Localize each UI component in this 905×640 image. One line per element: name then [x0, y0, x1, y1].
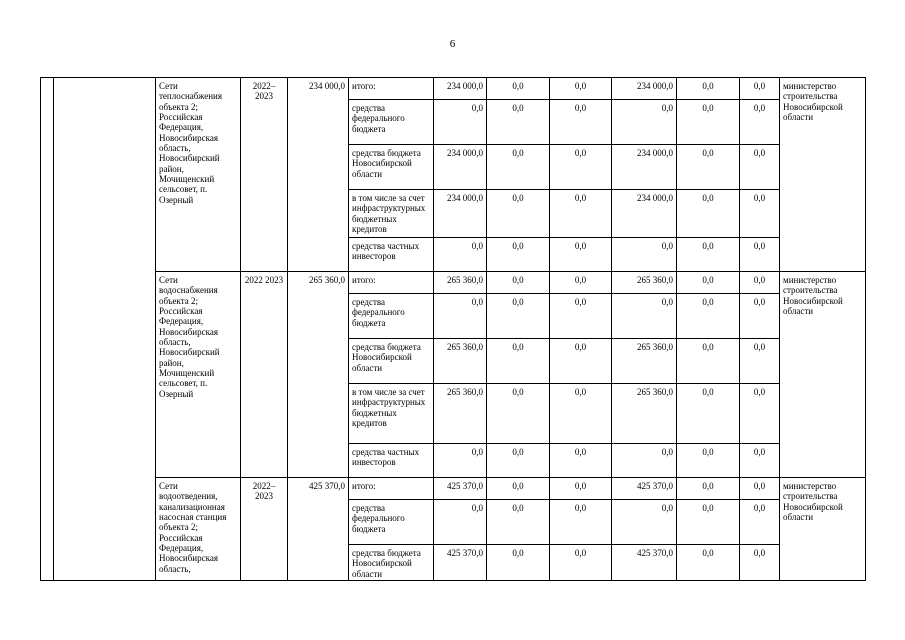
value-col-4: 234 000,0	[612, 190, 677, 238]
value-col-4: 234 000,0	[612, 145, 677, 190]
value-col-2: 0,0	[487, 444, 550, 478]
value-col-5: 0,0	[677, 294, 740, 339]
value-col-5: 0,0	[677, 444, 740, 478]
value-col-6: 0,0	[740, 294, 780, 339]
value-col-5: 0,0	[677, 339, 740, 384]
value-total: 0,0	[434, 238, 487, 272]
object-executor: министерство строительства Новосибирской области	[780, 272, 866, 478]
table-row	[41, 478, 866, 500]
value-total: 265 360,0	[434, 339, 487, 384]
funding-source-label: средства федерального бюджета	[349, 100, 434, 145]
object-cost: 234 000,0	[288, 78, 349, 272]
object-cost: 425 370,0	[288, 478, 349, 581]
value-col-3: 0,0	[550, 190, 612, 238]
object-executor: министерство строительства Новосибирской области	[780, 78, 866, 272]
value-col-3: 0,0	[550, 384, 612, 444]
object-years: 2022–2023	[241, 478, 288, 581]
value-col-3: 0,0	[550, 444, 612, 478]
value-col-3: 0,0	[550, 100, 612, 145]
value-col-4: 425 370,0	[612, 545, 677, 581]
value-col-6: 0,0	[740, 500, 780, 545]
value-col-4: 0,0	[612, 100, 677, 145]
investment-table	[40, 77, 866, 581]
object-cost: 265 360,0	[288, 272, 349, 478]
object-name: Сети водоотведения, канализационная насосная станция объекта 2; Российская Федерация, Новосибирская область,	[156, 478, 241, 581]
table-row	[41, 272, 866, 294]
object-years: 2022–2023	[241, 78, 288, 272]
funding-source-label: средства бюджета Новосибирской области	[349, 339, 434, 384]
value-col-5: 0,0	[677, 500, 740, 545]
value-col-5: 0,0	[677, 238, 740, 272]
funding-source-label: средства федерального бюджета	[349, 294, 434, 339]
value-col-3: 0,0	[550, 145, 612, 190]
funding-source-label: итого:	[349, 272, 434, 294]
value-total: 0,0	[434, 100, 487, 145]
value-col-3: 0,0	[550, 545, 612, 581]
value-col-2: 0,0	[487, 272, 550, 294]
value-col-4: 265 360,0	[612, 339, 677, 384]
value-col-3: 0,0	[550, 238, 612, 272]
empty-col-a	[41, 78, 54, 581]
value-total: 265 360,0	[434, 272, 487, 294]
value-col-4: 0,0	[612, 238, 677, 272]
value-total: 425 370,0	[434, 545, 487, 581]
value-total: 0,0	[434, 294, 487, 339]
funding-source-label: средства бюджета Новосибирской области	[349, 545, 434, 581]
value-total: 0,0	[434, 444, 487, 478]
value-col-6: 0,0	[740, 444, 780, 478]
value-col-3: 0,0	[550, 294, 612, 339]
value-col-2: 0,0	[487, 500, 550, 545]
object-executor: министерство строительства Новосибирской области	[780, 478, 866, 581]
value-col-6: 0,0	[740, 78, 780, 100]
value-total: 0,0	[434, 500, 487, 545]
value-col-4: 234 000,0	[612, 78, 677, 100]
value-col-3: 0,0	[550, 339, 612, 384]
value-col-2: 0,0	[487, 339, 550, 384]
value-col-2: 0,0	[487, 78, 550, 100]
value-col-4: 425 370,0	[612, 478, 677, 500]
value-col-5: 0,0	[677, 545, 740, 581]
table-row	[41, 78, 866, 100]
value-col-5: 0,0	[677, 384, 740, 444]
value-col-6: 0,0	[740, 384, 780, 444]
value-col-3: 0,0	[550, 478, 612, 500]
value-col-2: 0,0	[487, 190, 550, 238]
value-col-5: 0,0	[677, 100, 740, 145]
value-col-6: 0,0	[740, 545, 780, 581]
value-col-5: 0,0	[677, 190, 740, 238]
funding-source-label: средства бюджета Новосибирской области	[349, 145, 434, 190]
object-years: 2022 2023	[241, 272, 288, 478]
funding-source-label: итого:	[349, 478, 434, 500]
value-col-2: 0,0	[487, 384, 550, 444]
value-col-2: 0,0	[487, 238, 550, 272]
value-col-2: 0,0	[487, 294, 550, 339]
object-name: Сети водоснабжения объекта 2; Российская Федерация, Новосибирская область, Новосибирский район, Мочищенский сельсовет, п. Озерный	[156, 272, 241, 478]
value-col-5: 0,0	[677, 478, 740, 500]
value-col-6: 0,0	[740, 339, 780, 384]
value-col-6: 0,0	[740, 272, 780, 294]
object-name: Сети теплоснабжения объекта 2; Российская Федерация, Новосибирская область, Новосибирский район, Мочищенский сельсовет, п. Озерный	[156, 78, 241, 272]
empty-col-b	[54, 78, 156, 581]
value-total: 234 000,0	[434, 190, 487, 238]
value-col-6: 0,0	[740, 478, 780, 500]
value-col-3: 0,0	[550, 78, 612, 100]
value-total: 234 000,0	[434, 145, 487, 190]
value-col-2: 0,0	[487, 545, 550, 581]
funding-source-label: итого:	[349, 78, 434, 100]
value-col-6: 0,0	[740, 238, 780, 272]
value-col-4: 265 360,0	[612, 272, 677, 294]
funding-source-label: в том числе за счет инфраструктурных бюджетных кредитов	[349, 190, 434, 238]
value-col-5: 0,0	[677, 272, 740, 294]
value-total: 425 370,0	[434, 478, 487, 500]
value-col-5: 0,0	[677, 145, 740, 190]
value-total: 265 360,0	[434, 384, 487, 444]
value-col-2: 0,0	[487, 145, 550, 190]
value-col-4: 0,0	[612, 444, 677, 478]
value-col-6: 0,0	[740, 100, 780, 145]
funding-source-label: в том числе за счет инфраструктурных бюджетных кредитов	[349, 384, 434, 444]
value-total: 234 000,0	[434, 78, 487, 100]
page-number: 6	[449, 38, 456, 50]
value-col-2: 0,0	[487, 100, 550, 145]
value-col-4: 0,0	[612, 294, 677, 339]
value-col-4: 265 360,0	[612, 384, 677, 444]
funding-source-label: средства федерального бюджета	[349, 500, 434, 545]
value-col-6: 0,0	[740, 190, 780, 238]
value-col-3: 0,0	[550, 272, 612, 294]
funding-source-label: средства частных инвесторов	[349, 444, 434, 478]
value-col-3: 0,0	[550, 500, 612, 545]
value-col-5: 0,0	[677, 78, 740, 100]
value-col-6: 0,0	[740, 145, 780, 190]
funding-source-label: средства частных инвесторов	[349, 238, 434, 272]
value-col-2: 0,0	[487, 478, 550, 500]
value-col-4: 0,0	[612, 500, 677, 545]
